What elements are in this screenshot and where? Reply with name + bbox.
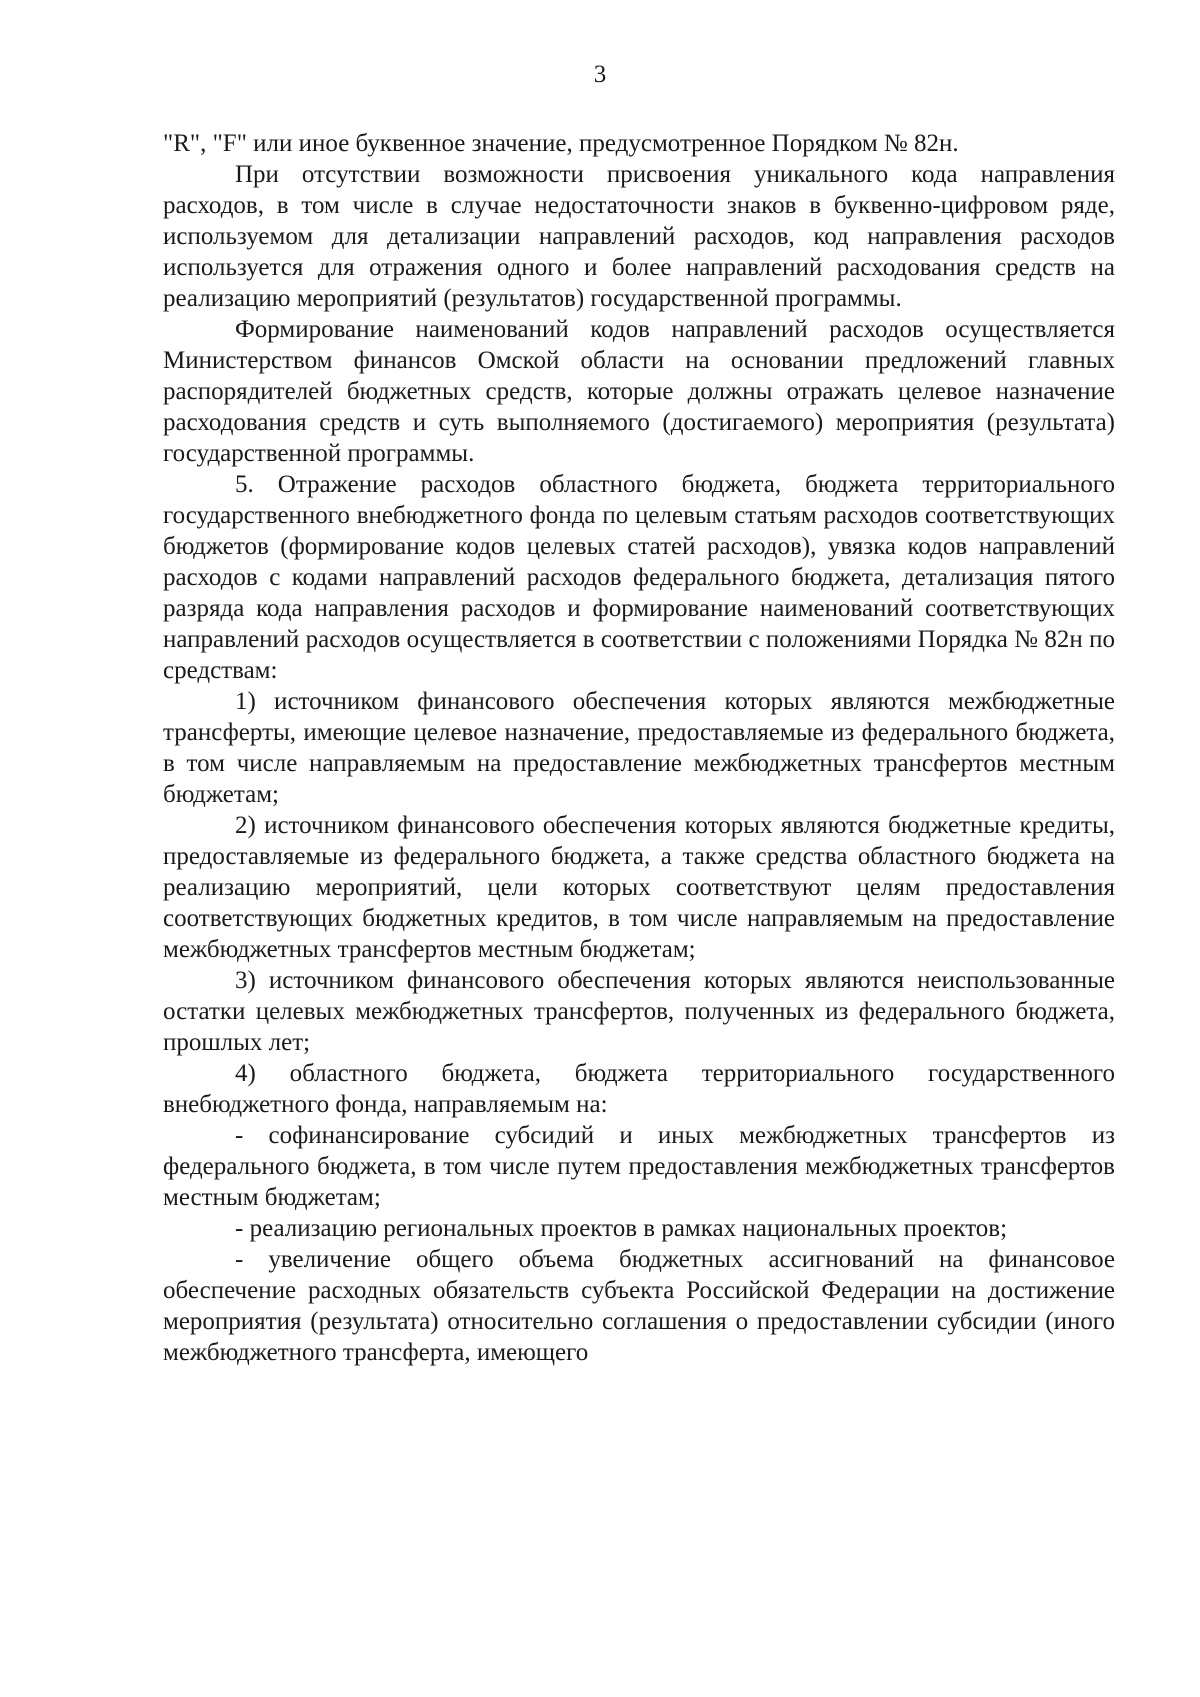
paragraph-1: "R", "F" или иное буквенное значение, предусмотренное Порядком № 82н. — [163, 130, 959, 157]
paragraph-2: При отсутствии возможности присвоения уникального кода направления расходов, в том числе в случае недостаточности знаков в буквенно-цифровом ряде, используемом для детализации направлений расходов, код направления расходов используется для отражения одного и более направлений расходования средств на реализацию мероприятий (результатов) государственной программы. — [163, 161, 1115, 312]
list-item-4: 4) областного бюджета, бюджета территориального государственного внебюджетного фонда, направляемым на: — [163, 1060, 1115, 1118]
sub-item-3: - увеличение общего объема бюджетных ассигнований на финансовое обеспечение расходных обязательств субъекта Российской Федерации на достижение мероприятия (результата) относительно соглашения о предоставлении субсидии (иного межбюджетного трансферта, имеющего — [163, 1246, 1115, 1366]
sub-item-1: - софинансирование субсидий и иных межбюджетных трансфертов из федерального бюджета, в том числе путем предоставления межбюджетных трансфертов местным бюджетам; — [163, 1122, 1115, 1211]
paragraph-4: 5. Отражение расходов областного бюджета, бюджета территориального государственного внебюджетного фонда по целевым статьям расходов соответствующих бюджетов (формирование кодов целевых статей расходов), увязка кодов направлений расходов с кодами направлений расходов федерального бюджета, детализация пятого разряда кода направления расходов и формирование наименований соответствующих направлений расходов осуществляется в соответствии с положениями Порядка № 82н по средствам: — [163, 471, 1115, 684]
list-item-3: 3) источником финансового обеспечения которых являются неиспользованные остатки целевых межбюджетных трансфертов, полученных из федерального бюджета, прошлых лет; — [163, 967, 1115, 1056]
sub-item-2: - реализацию региональных проектов в рамках национальных проектов; — [235, 1215, 1008, 1242]
list-item-2: 2) источником финансового обеспечения которых являются бюджетные кредиты, предоставляемые из федерального бюджета, а также средства областного бюджета на реализацию мероприятий, цели которых соответствуют целям предоставления соответствующих бюджетных кредитов, в том числе направляемым на предоставление межбюджетных трансфертов местным бюджетам; — [163, 812, 1115, 963]
paragraph-3: Формирование наименований кодов направлений расходов осуществляется Министерством финансов Омской области на основании предложений главных распорядителей бюджетных средств, которые должны отражать целевое назначение расходования средств и суть выполняемого (достигаемого) мероприятия (результата) государственной программы. — [163, 316, 1115, 467]
page-number: 3 — [593, 61, 607, 88]
list-item-1: 1) источником финансового обеспечения которых являются межбюджетные трансферты, имеющие целевое назначение, предоставляемые из федерального бюджета, в том числе направляемым на предоставление межбюджетных трансфертов местным бюджетам; — [163, 688, 1115, 808]
document-body — [163, 128, 1115, 1368]
